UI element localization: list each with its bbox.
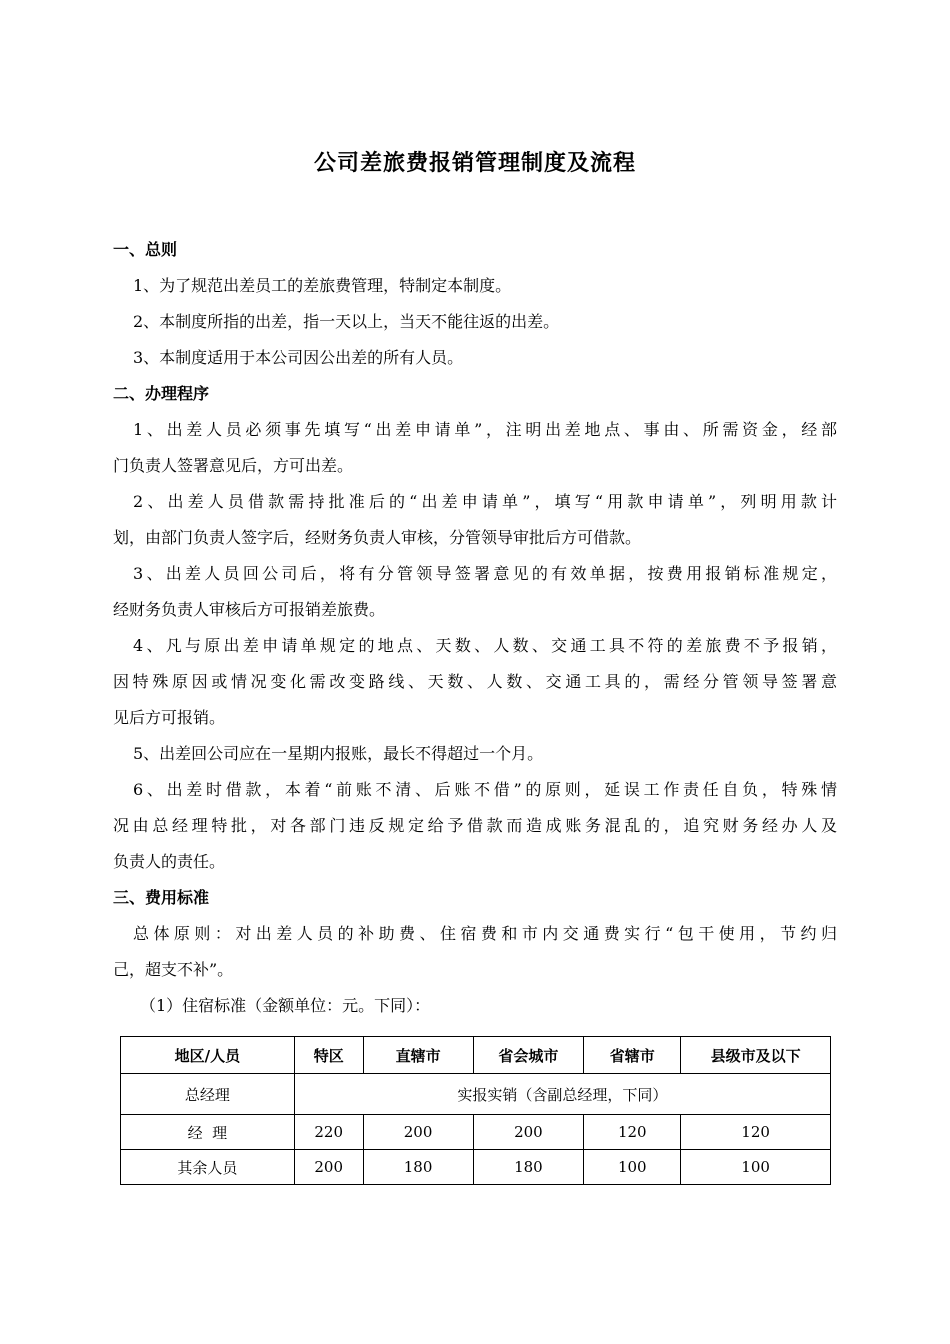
header-cell: 省会城市 xyxy=(473,1037,584,1074)
table-cell: 220 xyxy=(294,1115,363,1150)
table-cell: 200 xyxy=(294,1150,363,1185)
header-cell: 特区 xyxy=(294,1037,363,1074)
role-cell: 经 理 xyxy=(121,1115,295,1150)
table-cell: 120 xyxy=(681,1115,831,1150)
role-cell: 总经理 xyxy=(121,1074,295,1115)
paragraph-line: 见后方可报销。 xyxy=(113,708,226,727)
paragraph-line: 经财务负责人审核后方可报销差旅费。 xyxy=(113,600,386,619)
table-row xyxy=(121,1074,831,1115)
table-cell: 120 xyxy=(584,1115,681,1150)
paragraph-line: 负责人的责任。 xyxy=(113,852,226,871)
document-body xyxy=(113,232,837,1024)
section-heading-standards: 三、费用标准 xyxy=(113,888,210,907)
paragraph: 1、为了规范出差员工的差旅费管理，特制定本制度。 xyxy=(133,276,512,295)
table-caption: （1）住宿标准（金额单位：元。下同）： xyxy=(140,996,431,1015)
lodging-standard-table xyxy=(120,1036,831,1185)
paragraph: 5、出差回公司应在一星期内报账，最长不得超过一个月。 xyxy=(133,744,544,763)
paragraph-line: 3、出差人员回公司后，将有分管领导签署意见的有效单据，按费用报销标准规定， xyxy=(133,564,837,583)
table-row xyxy=(121,1115,831,1150)
table-cell: 180 xyxy=(363,1150,473,1185)
merged-cell: 实报实销（含副总经理，下同） xyxy=(294,1074,830,1115)
table-cell: 100 xyxy=(584,1150,681,1185)
table-cell: 180 xyxy=(473,1150,584,1185)
paragraph-line: 己，超支不补”。 xyxy=(113,960,234,979)
document-title: 公司差旅费报销管理制度及流程 xyxy=(313,151,636,176)
paragraph-line: 总体原则：对出差人员的补助费、住宿费和市内交通费实行“包干使用，节约归 xyxy=(133,924,837,943)
paragraph: 2、本制度所指的出差，指一天以上，当天不能往返的出差。 xyxy=(133,312,560,331)
paragraph-line: 门负责人签署意见后，方可出差。 xyxy=(113,456,354,475)
section-heading-procedure: 二、办理程序 xyxy=(113,384,210,403)
paragraph-line: 况由总经理特批，对各部门违反规定给予借款而造成账务混乱的，追究财务经办人及 xyxy=(113,816,837,835)
paragraph-line: 6、出差时借款，本着“前账不清、后账不借”的原则，延误工作责任自负，特殊情 xyxy=(133,780,837,799)
header-cell: 地区/人员 xyxy=(121,1037,295,1074)
header-cell: 直辖市 xyxy=(363,1037,473,1074)
paragraph: 3、本制度适用于本公司因公出差的所有人员。 xyxy=(133,348,464,367)
table-cell: 100 xyxy=(681,1150,831,1185)
table-header-row xyxy=(121,1037,831,1074)
header-cell: 县级市及以下 xyxy=(681,1037,831,1074)
table-cell: 200 xyxy=(363,1115,473,1150)
role-cell: 其余人员 xyxy=(121,1150,295,1185)
paragraph-line: 因特殊原因或情况变化需改变路线、天数、人数、交通工具的，需经分管领导签署意 xyxy=(113,672,837,691)
paragraph-line: 2、出差人员借款需持批准后的“出差申请单”，填写“用款申请单”，列明用款计 xyxy=(133,492,837,511)
table-cell: 200 xyxy=(473,1115,584,1150)
header-cell: 省辖市 xyxy=(584,1037,681,1074)
section-heading-general: 一、总则 xyxy=(113,240,178,259)
paragraph-line: 划，由部门负责人签字后，经财务负责人审核，分管领导审批后方可借款。 xyxy=(113,528,642,547)
paragraph-line: 4、凡与原出差申请单规定的地点、天数、人数、交通工具不符的差旅费不予报销， xyxy=(133,636,837,655)
table-row xyxy=(121,1150,831,1185)
paragraph-line: 1、出差人员必须事先填写“出差申请单”，注明出差地点、事由、所需资金，经部 xyxy=(133,420,837,439)
